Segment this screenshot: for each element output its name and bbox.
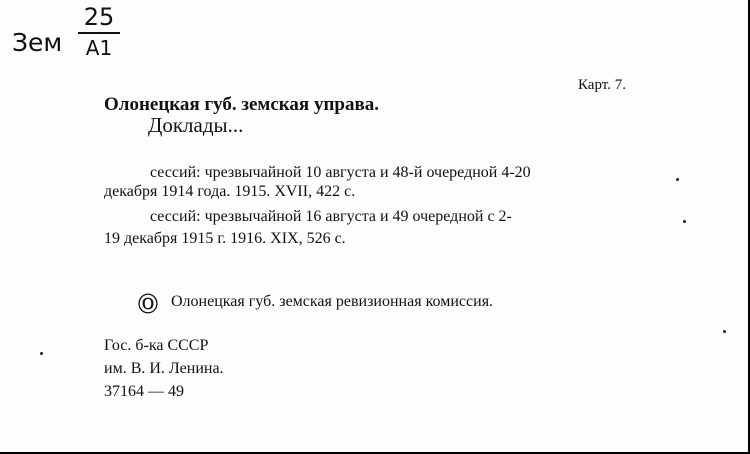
document-title: Доклады...	[148, 113, 244, 137]
shelf-mark-fraction	[78, 4, 120, 59]
circled-o-mark-icon: Ⓞ	[138, 292, 158, 316]
shelf-mark-numerator: 25	[83, 3, 115, 31]
entry-line: сессий: чрезвычайной 16 августа и 49 очередной с 2-	[150, 208, 512, 225]
library-stamp-number: 37164 — 49	[104, 383, 184, 400]
speck	[683, 220, 686, 223]
library-stamp-line: им. В. И. Ленина.	[104, 360, 224, 377]
speck	[40, 352, 43, 355]
speck	[723, 330, 726, 333]
organization-heading: Олонецкая губ. земская управа.	[104, 94, 379, 115]
entry-line: 19 декабря 1915 г. 1916. XIX, 526 с.	[104, 230, 346, 247]
shelf-mark-prefix: Зем	[12, 28, 63, 57]
entry-line: сессий: чрезвычайной 10 августа и 48-й очередной 4-20	[150, 164, 531, 181]
fraction-bar	[78, 32, 120, 34]
shelf-mark-denominator: A1	[85, 36, 113, 60]
speck	[676, 178, 679, 181]
library-stamp-line: Гос. б-ка СССР	[104, 337, 209, 354]
cross-reference-text: Олонецкая губ. земская ревизионная комиссия.	[171, 293, 494, 310]
card-number: Карт. 7.	[578, 77, 626, 93]
entry-line: декабря 1914 года. 1915. XVII, 422 с.	[104, 183, 356, 200]
